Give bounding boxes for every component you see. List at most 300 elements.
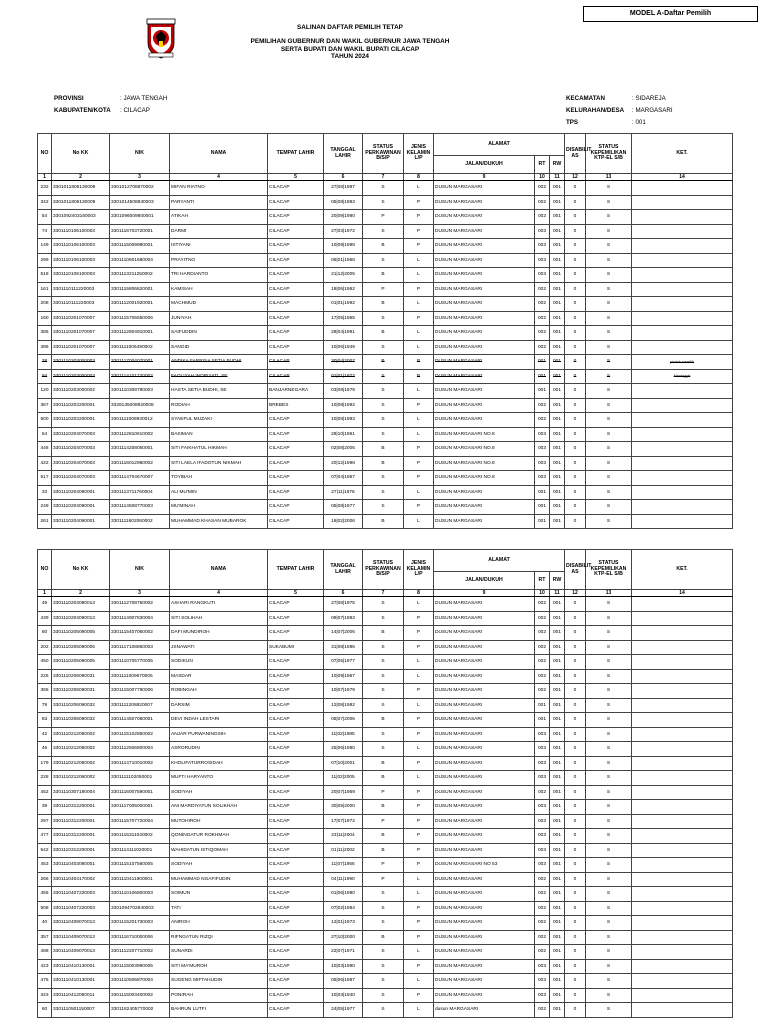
cell-no: 228 — [38, 771, 52, 786]
col-header-no: NO — [38, 550, 52, 590]
column-number: 4 — [170, 590, 268, 597]
col-header-no: NO — [38, 134, 52, 174]
cell-nama: MUFTI HARYANTO — [170, 771, 268, 786]
cell-tanggal-lahir: 04|11|1990 — [324, 872, 363, 887]
cell-ktp-el: S — [586, 413, 632, 428]
cell-rt: 002 — [535, 282, 550, 297]
cell-tempat-lahir: CILACAP — [268, 297, 324, 312]
cell-ket — [632, 297, 733, 312]
table-row — [38, 698, 733, 713]
cell-jenis-kelamin: P — [404, 210, 434, 225]
cell-nik: 3301116007590001 — [110, 785, 170, 800]
cell-jalan-dukuh: DUSUN MARGASARI — [434, 698, 535, 713]
column-number: 10 — [535, 174, 550, 181]
cell-rt: 001 — [535, 384, 550, 399]
cell-no-kk: 3301110206090031 — [52, 669, 110, 684]
cell-status-perkawinan: S — [363, 597, 404, 612]
cell-no: 450 — [38, 655, 52, 670]
cell-nama: SUNARDI — [170, 945, 268, 960]
cell-ktp-el: S — [586, 369, 632, 384]
cell-ktp-el: S — [586, 297, 632, 312]
cell-tanggal-lahir: 27|08|1987 — [324, 181, 363, 196]
cell-rt: 001 — [535, 485, 550, 500]
cell-no: 149 — [38, 239, 52, 254]
cell-nama: ALI MU'MIN — [170, 485, 268, 500]
col-header-rt: RT — [535, 156, 550, 174]
cell-nama: TATI — [170, 901, 268, 916]
cell-ket — [632, 800, 733, 815]
cell-no: 64 — [38, 427, 52, 442]
cell-status-perkawinan: S — [363, 384, 404, 399]
cell-jenis-kelamin: L — [404, 485, 434, 500]
cell-rt: 002 — [535, 398, 550, 413]
cell-status-perkawinan: S — [363, 224, 404, 239]
cell-ket — [632, 427, 733, 442]
cell-rw: 001 — [550, 384, 565, 399]
cell-nama: SANGID — [170, 340, 268, 355]
cell-tempat-lahir: CILACAP — [268, 930, 324, 945]
cell-disabilitas: 0 — [565, 456, 586, 471]
cell-ktp-el: S — [586, 945, 632, 960]
cell-tanggal-lahir: 11|02|1985 — [324, 727, 363, 742]
column-number: 2 — [52, 174, 110, 181]
cell-ket — [632, 239, 733, 254]
cell-jalan-dukuh: DUSUN MARGASARI — [434, 282, 535, 297]
cell-rw: 001 — [550, 901, 565, 916]
cell-jenis-kelamin: P — [404, 626, 434, 641]
cell-tempat-lahir: CILACAP — [268, 210, 324, 225]
cell-jalan-dukuh: DUSUN MARGASARI — [434, 340, 535, 355]
column-number: 3 — [110, 590, 170, 597]
cell-ket — [632, 872, 733, 887]
cell-disabilitas: 0 — [565, 369, 586, 384]
cell-ktp-el: S — [586, 398, 632, 413]
col-header-rt: RT — [535, 572, 550, 590]
table-row — [38, 814, 733, 829]
cell-no-kk: 3301110409070013 — [52, 945, 110, 960]
col-header-no-kk: No KK — [52, 550, 110, 590]
cell-no: 365 — [38, 684, 52, 699]
cell-nama: PONIRAH — [170, 988, 268, 1003]
cell-ket — [632, 485, 733, 500]
cell-nama: MUHAMMAD NGAFIFUDIN — [170, 872, 268, 887]
cell-jenis-kelamin: L — [404, 340, 434, 355]
cell-status-perkawinan: B — [363, 756, 404, 771]
cell-status-perkawinan: S — [363, 916, 404, 931]
cell-no-kk: 3301110212060002 — [52, 771, 110, 786]
cell-rw: 001 — [550, 959, 565, 974]
cell-disabilitas: 0 — [565, 742, 586, 757]
cell-no-kk: 3301110203000003 — [52, 355, 110, 370]
cell-status-perkawinan: S — [363, 253, 404, 268]
cell-rt: 002 — [535, 684, 550, 699]
cell-disabilitas: 0 — [565, 959, 586, 974]
cell-no: 453 — [38, 858, 52, 873]
column-number-row — [38, 590, 733, 597]
table-row — [38, 456, 733, 471]
cell-jenis-kelamin: P — [404, 224, 434, 239]
cell-jalan-dukuh: DUSUN MARGASARI — [434, 655, 535, 670]
cell-tempat-lahir: CILACAP — [268, 195, 324, 210]
column-number: 12 — [565, 590, 586, 597]
table-row — [38, 713, 733, 728]
cell-rt: 002 — [535, 597, 550, 612]
cell-nik: 3301116710000006 — [110, 930, 170, 945]
meta-kelurahan: KELURAHAN/DESA : MARGASARI — [566, 106, 673, 114]
meta-tps: TPS : 001 — [566, 118, 646, 126]
cell-rt: 002 — [535, 297, 550, 312]
cell-disabilitas: 0 — [565, 442, 586, 457]
cell-ktp-el: S — [586, 1003, 632, 1018]
table-row — [38, 514, 733, 529]
cell-ket — [632, 413, 733, 428]
cell-nik: 3301116703720001 — [110, 224, 170, 239]
meta-left — [54, 92, 167, 116]
table-row — [38, 427, 733, 442]
cell-disabilitas: 0 — [565, 669, 586, 684]
cell-jalan-dukuh: DUSUN MARGASARI — [434, 398, 535, 413]
cell-tempat-lahir: CILACAP — [268, 771, 324, 786]
cell-disabilitas: 0 — [565, 413, 586, 428]
cell-ket — [632, 974, 733, 989]
cell-tempat-lahir: CILACAP — [268, 471, 324, 486]
cell-disabilitas: 0 — [565, 311, 586, 326]
cell-no-kk: 3301110307190004 — [52, 785, 110, 800]
cell-nama: MUHAMMAD KHASAN MUBAROK — [170, 514, 268, 529]
cell-status-perkawinan: S — [363, 901, 404, 916]
table-row — [38, 471, 733, 486]
cell-rt: 002 — [535, 916, 550, 931]
cell-tempat-lahir: CILACAP — [268, 355, 324, 370]
cell-rt: 003 — [535, 442, 550, 457]
table-row — [38, 756, 733, 771]
cell-no: 446 — [38, 442, 52, 457]
cell-nik: 3301113711760004 — [110, 485, 170, 500]
header-regency: SERTA BUPATI DAN WAKIL BUPATI CILACAP — [280, 45, 420, 53]
cell-tanggal-lahir: 24|05|1977 — [324, 1003, 363, 1018]
cell-nik: 3301114101720002 — [110, 369, 170, 384]
cell-jalan-dukuh: DUSUN MARGASARI — [434, 297, 535, 312]
table-row — [38, 887, 733, 902]
cell-tanggal-lahir: 27|03|1972 — [324, 224, 363, 239]
cell-nik: 3301112810610002 — [110, 427, 170, 442]
cell-no-kk: 3301110212060002 — [52, 756, 110, 771]
cell-jalan-dukuh: DUSUN MARGASARI — [434, 195, 535, 210]
cell-no-kk: 3301110409070013 — [52, 930, 110, 945]
cell-ktp-el: S — [586, 887, 632, 902]
cell-status-perkawinan: S — [363, 311, 404, 326]
cell-no-kk: 3301110111220003 — [52, 282, 110, 297]
table-row — [38, 282, 733, 297]
cell-tanggal-lahir: 17|07|1972 — [324, 814, 363, 829]
table-row — [38, 297, 733, 312]
cell-status-perkawinan: S — [363, 974, 404, 989]
cell-rw: 001 — [550, 282, 565, 297]
cell-rw: 001 — [550, 514, 565, 529]
cell-tanggal-lahir: 20|07|1959 — [324, 785, 363, 800]
cell-jenis-kelamin: L — [404, 413, 434, 428]
cell-rt: 002 — [535, 930, 550, 945]
cell-nik: 3301112506800004 — [110, 742, 170, 757]
cell-tanggal-lahir: 05|08|1983 — [324, 195, 363, 210]
cell-tempat-lahir: CILACAP — [268, 340, 324, 355]
cell-status-perkawinan: S — [363, 611, 404, 626]
cell-ktp-el: S — [586, 268, 632, 283]
cell-rt: 002 — [535, 195, 550, 210]
cell-tanggal-lahir: 05|07|2006 — [324, 713, 363, 728]
cell-nik: 3301114508770003 — [110, 500, 170, 515]
cell-jenis-kelamin: L — [404, 297, 434, 312]
cell-no-kk: 3301110111220003 — [52, 297, 110, 312]
cell-status-perkawinan: B — [363, 713, 404, 728]
cell-ktp-el: S — [586, 340, 632, 355]
cell-rw: 001 — [550, 727, 565, 742]
cell-jenis-kelamin: P — [404, 195, 434, 210]
column-number: 4 — [170, 174, 268, 181]
cell-jalan-dukuh: DUSUN MARGASARI — [434, 974, 535, 989]
cell-disabilitas: 0 — [565, 640, 586, 655]
cell-nama: RODIAH — [170, 398, 268, 413]
cell-ktp-el: S — [586, 626, 632, 641]
cell-rw: 001 — [550, 713, 565, 728]
column-number: 13 — [586, 590, 632, 597]
cell-status-perkawinan: B — [363, 843, 404, 858]
table-row — [38, 669, 733, 684]
cell-no-kk: 3301110106100003 — [52, 239, 110, 254]
cell-tempat-lahir: CILACAP — [268, 959, 324, 974]
cell-nik: 3301111102050001 — [110, 771, 170, 786]
cell-status-perkawinan: S — [363, 181, 404, 196]
col-header-status: STATUS PERKAWINAN B/S/P — [363, 550, 404, 590]
cell-rt: 001 — [535, 698, 550, 713]
cell-jalan-dukuh: DUSUN MARGASARI — [434, 829, 535, 844]
cell-rw: 001 — [550, 945, 565, 960]
cell-rw: 001 — [550, 456, 565, 471]
cell-no: 455 — [38, 887, 52, 902]
cell-no-kk: 3301110205090005 — [52, 626, 110, 641]
cell-jenis-kelamin: P — [404, 398, 434, 413]
cell-status-perkawinan: P — [363, 785, 404, 800]
meta-right — [566, 92, 673, 128]
cell-no: 517 — [38, 471, 52, 486]
model-label: MODEL A-Daftar Pemilih — [583, 6, 758, 22]
cell-rw: 001 — [550, 974, 565, 989]
cell-status-perkawinan: S — [363, 945, 404, 960]
table-row — [38, 369, 733, 384]
cell-status-perkawinan: B — [363, 771, 404, 786]
cell-no: 423 — [38, 959, 52, 974]
table-row — [38, 800, 733, 815]
cell-nama: ASRORUDIN — [170, 742, 268, 757]
cell-disabilitas: 0 — [565, 514, 586, 529]
cell-rt: 002 — [535, 626, 550, 641]
cell-jenis-kelamin: P — [404, 684, 434, 699]
table-row — [38, 829, 733, 844]
cell-status-perkawinan: S — [363, 669, 404, 684]
cell-ket — [632, 384, 733, 399]
cell-rt: 003 — [535, 959, 550, 974]
cell-ktp-el: S — [586, 514, 632, 529]
cell-ket — [632, 1003, 733, 1018]
cell-ket — [632, 224, 733, 239]
table-row — [38, 901, 733, 916]
cell-tanggal-lahir: 11|07|1956 — [324, 858, 363, 873]
cell-jenis-kelamin: P — [404, 916, 434, 931]
cell-nik: 3301111602060002 — [110, 514, 170, 529]
cell-rt: 003 — [535, 858, 550, 873]
cell-nik: 3301116012980002 — [110, 456, 170, 471]
cell-ket — [632, 442, 733, 457]
cell-status-perkawinan: S — [363, 655, 404, 670]
cell-no-kk: 3301110204070003 — [52, 427, 110, 442]
cell-rw: 001 — [550, 843, 565, 858]
cell-jalan-dukuh: DUSUN MARGASARI — [434, 872, 535, 887]
cell-disabilitas: 0 — [565, 684, 586, 699]
cell-nama: BASIMAN — [170, 427, 268, 442]
cell-tempat-lahir: CILACAP — [268, 974, 324, 989]
cell-nama: QONINGATUR ROKHMAH — [170, 829, 268, 844]
cell-rt: 002 — [535, 655, 550, 670]
column-number: 14 — [632, 174, 733, 181]
cell-nama: MU'MINAH — [170, 500, 268, 515]
cell-jenis-kelamin: L — [404, 655, 434, 670]
cell-ket — [632, 253, 733, 268]
col-header-tanggal-lahir: TANGGAL LAHIR — [324, 134, 363, 174]
cell-no: 83 — [38, 713, 52, 728]
cell-nik: 3301114907830004 — [110, 611, 170, 626]
cell-ket — [632, 471, 733, 486]
cell-tanggal-lahir: 27|10|2000 — [324, 930, 363, 945]
cell-rw: 001 — [550, 640, 565, 655]
cell-rw: 001 — [550, 340, 565, 355]
cell-no-kk: 3301011806130009 — [52, 195, 110, 210]
cell-jenis-kelamin: L — [404, 974, 434, 989]
cell-nik: 3301112001920001 — [110, 297, 170, 312]
cell-nama: SITI MA'MUROH — [170, 959, 268, 974]
cell-rw: 001 — [550, 626, 565, 641]
cell-status-perkawinan: S — [363, 340, 404, 355]
cell-no-kk: 3301110204070003 — [52, 471, 110, 486]
cell-nama: SITI SOLIHAH — [170, 611, 268, 626]
cell-ktp-el: S — [586, 742, 632, 757]
cell-rw: 001 — [550, 398, 565, 413]
cell-tempat-lahir: CILACAP — [268, 945, 324, 960]
cell-jenis-kelamin: P — [404, 930, 434, 945]
cell-rt: 002 — [535, 785, 550, 800]
cell-no-kk: 3301110201070007 — [52, 340, 110, 355]
cell-tanggal-lahir: 27|08|1975 — [324, 597, 363, 612]
cell-jalan-dukuh: DUSUN MARGASARI NO.8 — [434, 471, 535, 486]
cell-jenis-kelamin: L — [404, 669, 434, 684]
cell-rw: 001 — [550, 253, 565, 268]
cell-rw: 001 — [550, 485, 565, 500]
cell-disabilitas: 0 — [565, 282, 586, 297]
header-election: PEMILIHAN GUBERNUR DAN WAKIL GUBERNUR JAWA TENGAH — [250, 37, 450, 45]
cell-rw: 001 — [550, 872, 565, 887]
cell-tempat-lahir: CILACAP — [268, 698, 324, 713]
cell-jenis-kelamin: L — [404, 514, 434, 529]
cell-jenis-kelamin: L — [404, 427, 434, 442]
col-header-jenis-kelamin: JENIS KELAMIN L/P — [404, 550, 434, 590]
cell-tempat-lahir: CILACAP — [268, 181, 324, 196]
cell-status-perkawinan: S — [363, 988, 404, 1003]
cell-jalan-dukuh: DUSUN MARGASARI — [434, 843, 535, 858]
cell-disabilitas: 0 — [565, 500, 586, 515]
cell-no-kk: 3301110312200001 — [52, 829, 110, 844]
cell-ktp-el: S — [586, 974, 632, 989]
cell-tanggal-lahir: 20|09|1980 — [324, 210, 363, 225]
cell-rw: 001 — [550, 311, 565, 326]
cell-tanggal-lahir: 27|11|1976 — [324, 485, 363, 500]
cell-rt: 003 — [535, 843, 550, 858]
cell-nama: SOIMUN — [170, 887, 268, 902]
cell-jenis-kelamin: P — [404, 800, 434, 815]
cell-ket — [632, 771, 733, 786]
cell-status-perkawinan: S — [363, 398, 404, 413]
cell-tempat-lahir: CILACAP — [268, 369, 324, 384]
cell-disabilitas: 0 — [565, 253, 586, 268]
cell-rt: 002 — [535, 901, 550, 916]
cell-ktp-el: S — [586, 427, 632, 442]
cell-jalan-dukuh: DUSUN MARGASARI NO.8 — [434, 456, 535, 471]
cell-disabilitas: 0 — [565, 945, 586, 960]
cell-no-kk: 3301110312200001 — [52, 800, 110, 815]
table-row — [38, 326, 733, 341]
cell-no-kk: 3301110106100003 — [52, 224, 110, 239]
table-row — [38, 640, 733, 655]
cell-ktp-el: S — [586, 456, 632, 471]
column-number: 9 — [434, 590, 535, 597]
cell-tanggal-lahir: 23|11|2004 — [324, 829, 363, 844]
cell-jenis-kelamin: P — [404, 239, 434, 254]
cell-nik: 3301115003990005 — [110, 959, 170, 974]
cell-no: 202 — [38, 640, 52, 655]
document-header — [200, 24, 500, 61]
cell-tanggal-lahir: 10|03|1940 — [324, 988, 363, 1003]
cell-ket — [632, 756, 733, 771]
cell-status-perkawinan: S — [363, 195, 404, 210]
cell-ktp-el: S — [586, 282, 632, 297]
col-header-tempat-lahir: TEMPAT LAHIR — [268, 550, 324, 590]
cell-no: 500 — [38, 413, 52, 428]
cell-tempat-lahir: CILACAP — [268, 442, 324, 457]
cell-tempat-lahir: CILACAP — [268, 901, 324, 916]
cell-nama: MIFAN RIATNO — [170, 181, 268, 196]
cell-tanggal-lahir: 01|11|2002 — [324, 843, 363, 858]
cell-jalan-dukuh: DUSUN MARGASARI — [434, 814, 535, 829]
cell-rw: 001 — [550, 239, 565, 254]
cell-ktp-el: S — [586, 181, 632, 196]
cell-ktp-el: S — [586, 597, 632, 612]
cell-nik: 3301117004070001 — [110, 355, 170, 370]
cell-no-kk: 3301110403080001 — [52, 858, 110, 873]
cell-rt: 002 — [535, 326, 550, 341]
cell-rw: 001 — [550, 916, 565, 931]
cell-ktp-el: S — [586, 669, 632, 684]
cell-rw: 001 — [550, 669, 565, 684]
cell-rw: 001 — [550, 181, 565, 196]
cell-no-kk: 3301110501150007 — [52, 1003, 110, 1018]
column-number: 6 — [324, 590, 363, 597]
cell-disabilitas: 0 — [565, 384, 586, 399]
cell-no: 343 — [38, 988, 52, 1003]
cell-ktp-el: S — [586, 239, 632, 254]
cell-jenis-kelamin: L — [404, 945, 434, 960]
cell-jalan-dukuh: DUSUN MARGASARI — [434, 742, 535, 757]
cell-nama: TOYIBAH — [170, 471, 268, 486]
cell-ket — [632, 814, 733, 829]
table-row — [38, 988, 733, 1003]
